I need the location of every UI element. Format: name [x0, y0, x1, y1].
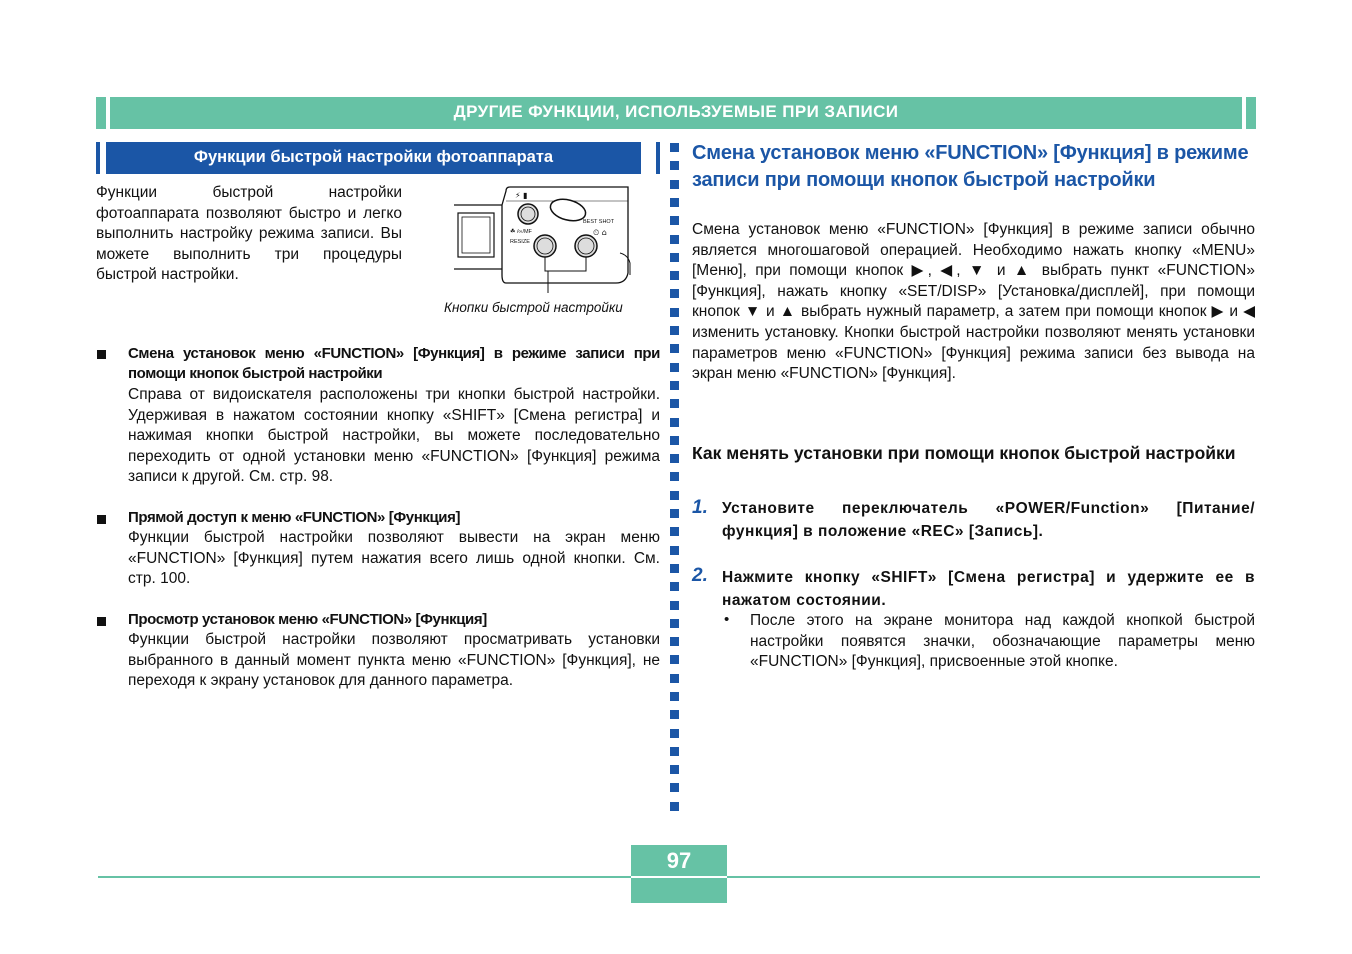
- svg-text:RESIZE: RESIZE: [510, 239, 530, 245]
- separator-dot: [670, 802, 679, 811]
- svg-text:/∞/MF: /∞/MF: [517, 229, 532, 235]
- intro-paragraph: Функции быстрой настройки фотоаппарата позволяют быстро и легко выполнить настройку режима записи. Вы можете выполнить три процедуры быстрой настройки.: [96, 184, 402, 284]
- bullet-text: Функции быстрой настройки позволяют вывести на экран меню «FUNCTION» [Функция] путем нажатия всего лишь одной кнопки. См. стр. 100.: [128, 529, 660, 588]
- separator-dot: [670, 308, 679, 317]
- separator-dot: [670, 143, 679, 152]
- figure-caption: Кнопки быстрой настройки: [444, 300, 623, 315]
- heading-bar-right: [656, 142, 660, 174]
- chapter-banner: [96, 97, 1256, 129]
- separator-dot: [670, 198, 679, 207]
- separator-dot: [670, 161, 679, 170]
- svg-text:⚡ ▮: ⚡ ▮: [515, 191, 528, 200]
- bullet-square: [97, 617, 106, 626]
- separator-dot: [670, 235, 679, 244]
- separator-dot: [670, 418, 679, 427]
- separator-dot: [670, 619, 679, 628]
- right-title: Смена установок меню «FUNCTION» [Функция] в режиме записи при помощи кнопок быстрой настройки: [692, 142, 1249, 191]
- bullet-heading: Прямой доступ к меню «FUNCTION» [Функция]: [128, 509, 461, 526]
- page-number: 97: [666, 848, 692, 873]
- page-box-gap: [631, 876, 727, 878]
- separator-dot: [670, 509, 679, 518]
- svg-text:⏲ ⌂: ⏲ ⌂: [593, 228, 607, 237]
- separator-dot: [670, 582, 679, 591]
- separator-dot: [670, 381, 679, 390]
- separator-dot: [670, 399, 679, 408]
- camera-buttons-illustration: [450, 183, 640, 293]
- separator-dot: [670, 216, 679, 225]
- separator-dot: [670, 180, 679, 189]
- section-heading: [96, 142, 660, 174]
- separator-dot: [670, 271, 679, 280]
- separator-dot: [670, 454, 679, 463]
- chapter-title: ДРУГИЕ ФУНКЦИИ, ИСПОЛЬЗУЕМЫЕ ПРИ ЗАПИСИ: [453, 102, 899, 121]
- separator-dot: [670, 363, 679, 372]
- separator-dot: [670, 765, 679, 774]
- separator-dot: [670, 491, 679, 500]
- step-number: 2.: [692, 565, 708, 586]
- note-text: После этого на экране монитора над каждой кнопкой быстрой настройки появятся значки, обозначающие параметры меню «FUNCTION» [Функция], присвоенные этой кнопке.: [750, 612, 1255, 671]
- svg-text:☘: ☘: [510, 228, 516, 235]
- separator-dot: [670, 692, 679, 701]
- separator-dot: [670, 436, 679, 445]
- bullet-text: Функции быстрой настройки позволяют просматривать установки выбранного в данный момент пункта меню «FUNCTION» [Функция], не переходя к экрану установок для данного параметра.: [128, 631, 660, 690]
- section-title: Функции быстрой настройки фотоаппарата: [193, 148, 554, 166]
- right-subheading: Как менять установки при помощи кнопок быстрой настройки: [692, 443, 1236, 463]
- step-text: Нажмите кнопку «SHIFT» [Смена регистра] и удержите ее в нажатом состоянии.: [722, 569, 1255, 609]
- separator-dot: [670, 344, 679, 353]
- separator-dot: [670, 783, 679, 792]
- bullet-text: Справа от видоискателя расположены три кнопки быстрой настройки. Удерживая в нажатом состоянии кнопку «SHIFT» [Смена регистра] и нажимая кнопки быстрой настройки, вы можете последовательно переходить от одной установки меню «FUNCTION» [Функция] режима записи к другой. См. стр. 98.: [128, 386, 660, 486]
- svg-text:BEST SHOT: BEST SHOT: [583, 219, 615, 225]
- heading-bar-left: [96, 142, 100, 174]
- separator-dot: [670, 564, 679, 573]
- separator-dot: [670, 710, 679, 719]
- separator-dot: [670, 655, 679, 664]
- separator-dot: [670, 729, 679, 738]
- note-bullet: •: [724, 611, 730, 628]
- step-text: Установите переключатель «POWER/Function» [Питание/функция] в положение «REC» [Запись].: [722, 500, 1255, 540]
- bullet-square: [97, 515, 106, 524]
- separator-dot: [670, 637, 679, 646]
- separator-dot: [670, 546, 679, 555]
- step-number: 1.: [692, 497, 708, 518]
- separator-dot: [670, 326, 679, 335]
- page-number-box: [631, 845, 727, 903]
- bullet-heading: Просмотр установок меню «FUNCTION» [Функция]: [128, 611, 487, 628]
- separator-dot: [670, 253, 679, 262]
- bullet-square: [97, 350, 106, 359]
- separator-dot: [670, 601, 679, 610]
- right-body: Смена установок меню «FUNCTION» [Функция] в режиме записи обычно является многошаговой операцией. Необходимо нажать кнопку «MENU» [Меню], при помощи кнопок ▶, ◀, ▼ и ▲ выбрать пункт «FUNCTION» [Функция], нажать кнопку «SET/DISP» [Установка/дисплей], при помощи кнопок ▼ и ▲ выбрать нужный параметр, а затем при помощи кнопок ▶ и ◀ изменить установку. Кнопки быстрой настройки позволяют менять установки параметров меню «FUNCTION» [Функция] режима записи без вывода на экран меню «FUNCTION» [Функция].: [692, 221, 1255, 383]
- separator-dot: [670, 747, 679, 756]
- separator-dot: [670, 674, 679, 683]
- separator-dot: [670, 289, 679, 298]
- bullet-heading: Смена установок меню «FUNCTION» [Функция] в режиме записи при помощи кнопок быстрой настройки: [128, 345, 660, 382]
- separator-dot: [670, 527, 679, 536]
- separator-dot: [670, 472, 679, 481]
